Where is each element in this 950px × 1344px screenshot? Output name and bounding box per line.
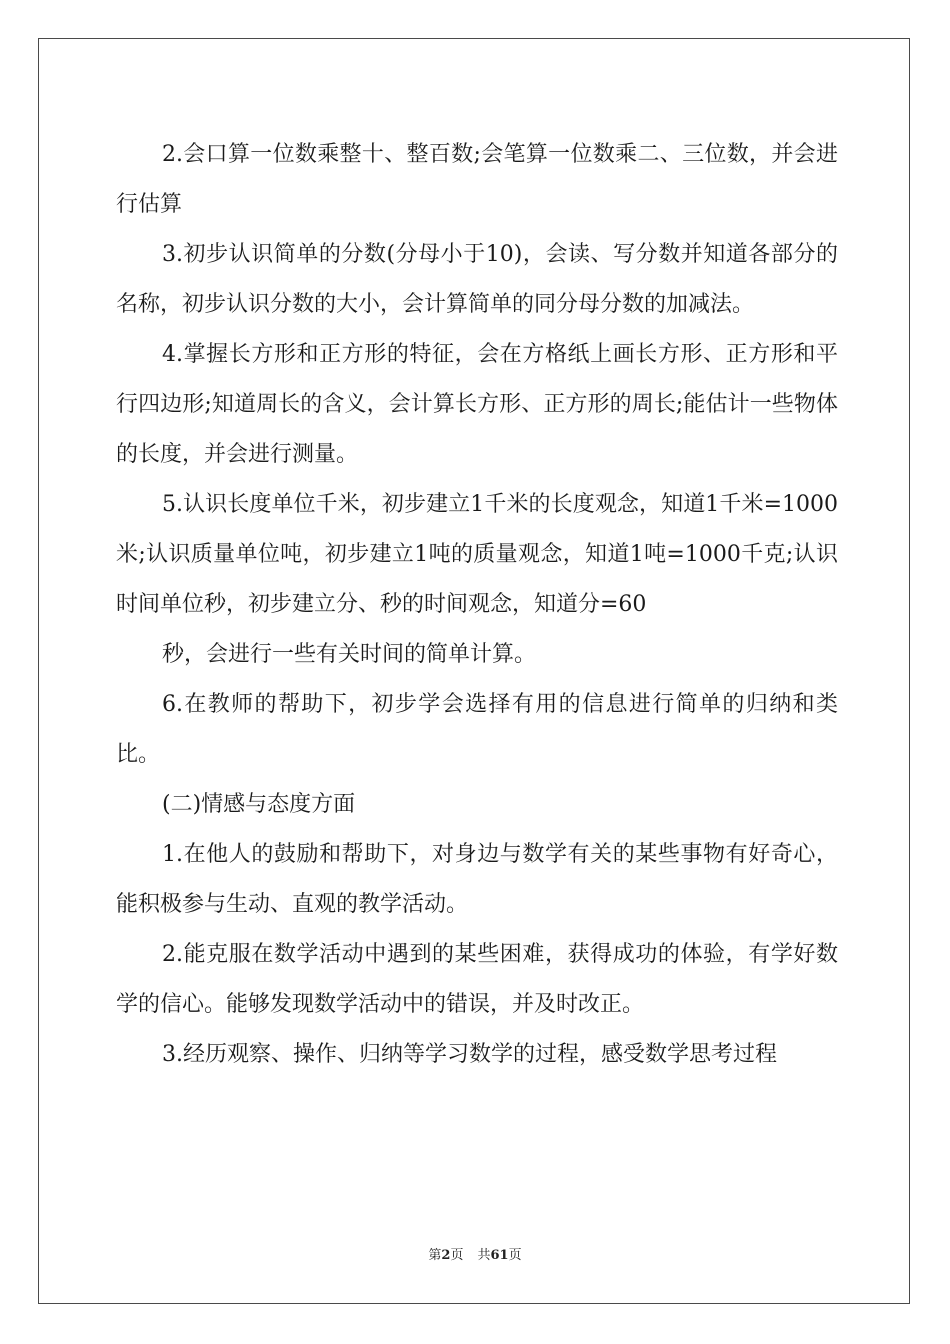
- paragraph: 1.在他人的鼓励和帮助下，对身边与数学有关的某些事物有好奇心，能积极参与生动、直观的教学活动。: [116, 842, 838, 917]
- paragraph: 4.掌握长方形和正方形的特征，会在方格纸上画长方形、正方形和平行四边形;知道周长的含义，会计算长方形、正方形的周长;能估计一些物体的长度，并会进行测量。: [116, 342, 838, 467]
- total-prefix: 共: [477, 1248, 491, 1263]
- paragraph: 秒，会进行一些有关时间的简单计算。: [162, 642, 537, 667]
- paragraph: 2.会口算一位数乘整十、整百数;会笔算一位数乘二、三位数，并会进行估算: [116, 142, 838, 217]
- page-suffix: 页: [450, 1248, 464, 1263]
- total-suffix: 页: [508, 1248, 522, 1263]
- paragraph: 3.经历观察、操作、归纳等学习数学的过程，感受数学思考过程: [162, 1042, 777, 1067]
- page-footer: [0, 1244, 950, 1263]
- paragraph: 5.认识长度单位千米，初步建立1千米的长度观念，知道1千米=1000米;认识质量单位吨，初步建立1吨的质量观念，知道1吨=1000千克;认识时间单位秒，初步建立分、秒的时间观念，知道分=60: [116, 492, 838, 617]
- document-body: [116, 130, 838, 1080]
- page-number: 2: [441, 1248, 451, 1263]
- paragraph: 3.初步认识简单的分数(分母小于10)，会读、写分数并知道各部分的名称，初步认识分数的大小，会计算简单的同分母分数的加减法。: [116, 242, 838, 317]
- paragraph: 2.能克服在数学活动中遇到的某些困难，获得成功的体验，有学好数学的信心。能够发现数学活动中的错误，并及时改正。: [116, 942, 838, 1017]
- page-prefix: 第: [428, 1248, 442, 1263]
- paragraph: 6.在教师的帮助下，初步学会选择有用的信息进行简单的归纳和类比。: [116, 692, 838, 767]
- total-pages: 61: [490, 1248, 509, 1263]
- section-heading: (二)情感与态度方面: [162, 792, 356, 817]
